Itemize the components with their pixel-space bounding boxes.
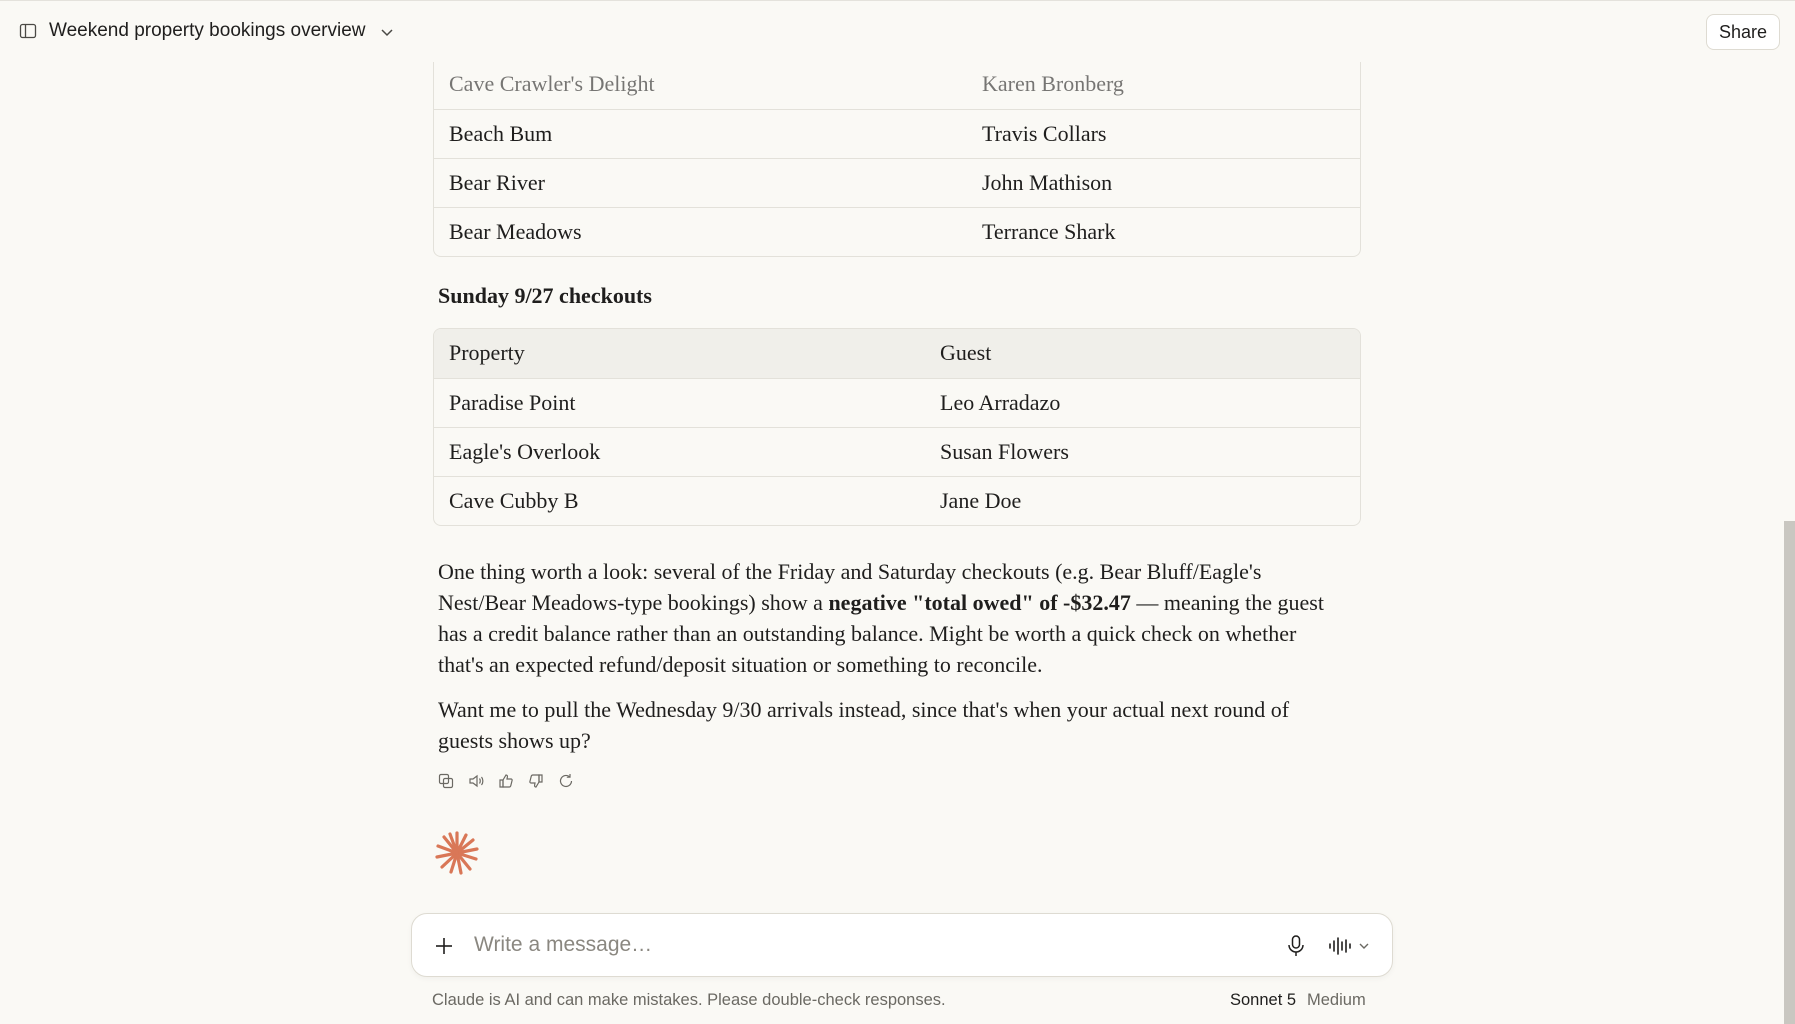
table-row [434, 378, 1360, 427]
column-header-property: Property [449, 340, 525, 365]
guest-cell: Karen Bronberg [982, 71, 1124, 96]
guest-cell: Susan Flowers [940, 439, 1069, 464]
chevron-down-icon [1358, 940, 1370, 952]
guest-cell: John Mathison [982, 170, 1113, 195]
retry-icon[interactable] [556, 771, 576, 791]
table-row [434, 109, 1360, 158]
guest-cell: Jane Doe [940, 488, 1022, 513]
thumbs-up-icon[interactable] [496, 771, 516, 791]
table-row [434, 60, 1360, 109]
scrollbar-thumb[interactable] [1784, 521, 1795, 1024]
table-row [434, 427, 1360, 476]
copy-icon[interactable] [436, 771, 456, 791]
property-cell: Cave Cubby B [449, 488, 579, 513]
note-text-start: One thing worth a look: several of the Friday and Saturday checkouts (e.g. Bear Bluff/Eagle's Nest/Bear Meadows-type bookings) show a [438, 559, 1262, 615]
table-row [434, 207, 1360, 256]
property-cell: Bear River [449, 170, 545, 195]
property-cell: Cave Crawler's Delight [449, 71, 655, 96]
table-header-row [434, 329, 1360, 378]
plus-icon[interactable] [432, 934, 456, 958]
microphone-icon[interactable] [1284, 934, 1308, 958]
guest-cell: Leo Arradazo [940, 390, 1061, 415]
sunday-checkouts-heading: Sunday 9/27 checkouts [438, 283, 652, 308]
message-input[interactable] [474, 926, 1174, 964]
model-selector[interactable]: Sonnet 5 [1230, 991, 1297, 1009]
sidebar-toggle-icon[interactable] [18, 21, 38, 41]
note-text-end: — meaning the guest has a credit balance rather than an outstanding balance. Might be worth a quick check on whether that's an expected refund/deposit situation or something to reconcile. [438, 590, 1324, 677]
sunday-checkouts-table [433, 328, 1361, 526]
voice-wave-icon [1328, 936, 1352, 956]
top-bar [0, 0, 1795, 62]
share-button[interactable]: Share [1706, 14, 1780, 50]
property-cell: Eagle's Overlook [449, 439, 601, 464]
saturday-checkouts-table [433, 60, 1361, 257]
claude-spark-icon [434, 830, 480, 876]
table-row [434, 158, 1360, 207]
credit-balance-note [438, 556, 1338, 680]
guest-cell: Travis Collars [982, 121, 1107, 146]
property-cell: Beach Bum [449, 121, 553, 146]
thumbs-down-icon[interactable] [526, 771, 546, 791]
property-cell: Paradise Point [449, 390, 576, 415]
column-header-guest: Guest [940, 340, 992, 365]
voice-mode-button[interactable] [1328, 934, 1378, 958]
follow-up-question: Want me to pull the Wednesday 9/30 arrivals instead, since that's when your actual next round of guests shows up? [438, 697, 1290, 753]
property-cell: Bear Meadows [449, 219, 582, 244]
ai-disclaimer: Claude is AI and can make mistakes. Please double-check responses. [432, 991, 946, 1009]
message-actions [436, 771, 576, 791]
note-highlight: negative "total owed" of -$32.47 [828, 590, 1131, 615]
chevron-down-icon[interactable] [377, 22, 397, 42]
guest-cell: Terrance Shark [982, 219, 1116, 244]
table-row [434, 476, 1360, 525]
speaker-icon[interactable] [466, 771, 486, 791]
effort-selector[interactable]: Medium [1307, 991, 1366, 1009]
chat-title[interactable]: Weekend property bookings overview [49, 20, 366, 41]
message-composer [411, 913, 1393, 977]
